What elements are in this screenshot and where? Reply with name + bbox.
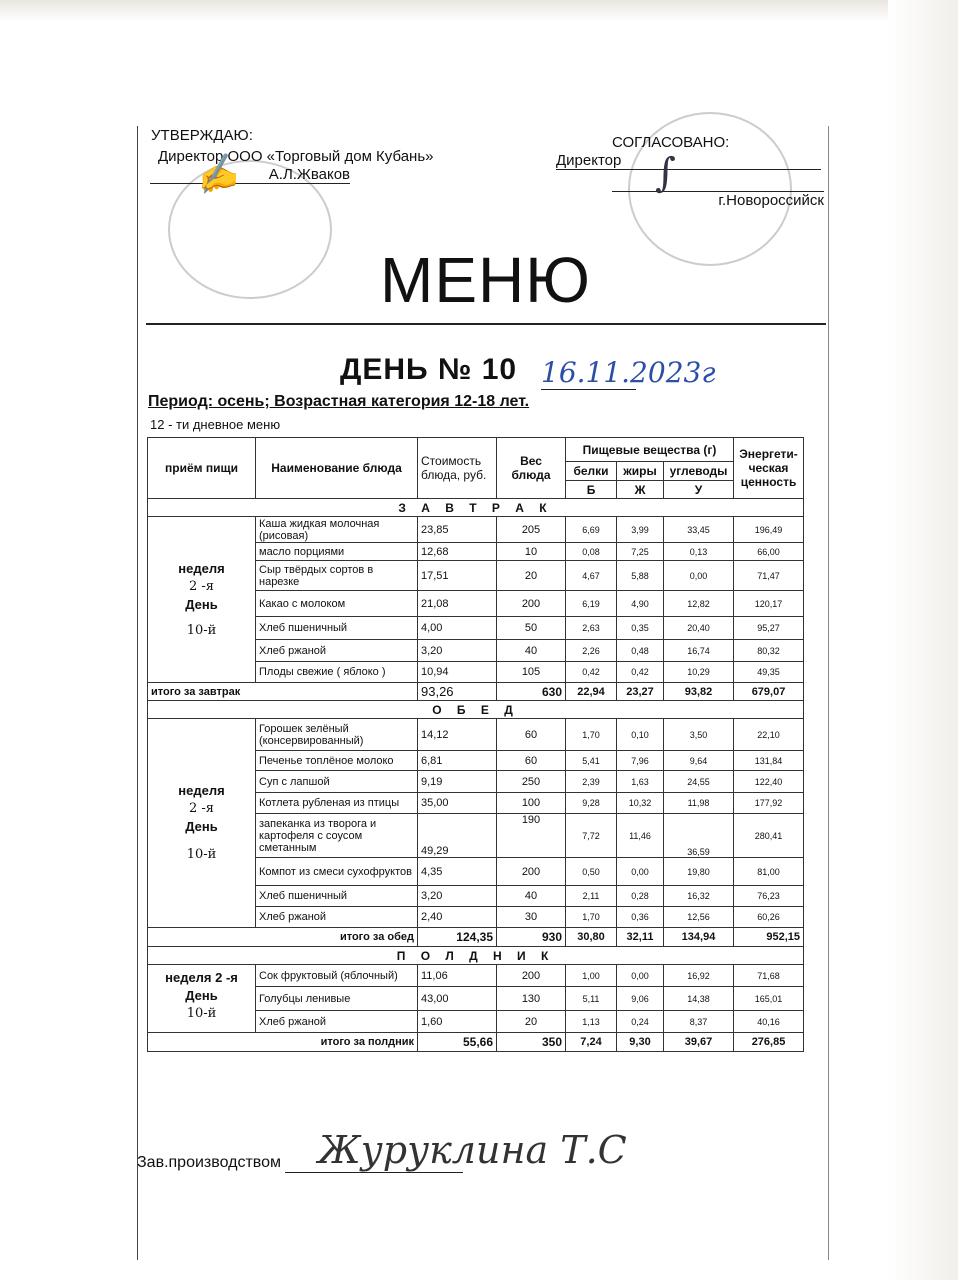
dish-protein: 5,41 <box>566 751 617 771</box>
dish-weight: 20 <box>497 561 566 591</box>
dish-name: Хлеб ржаной <box>256 640 418 662</box>
dish-fat: 0,35 <box>617 617 664 640</box>
nutrients-header: Пищевые вещества (г) <box>566 438 734 462</box>
total-weight: 630 <box>497 683 566 701</box>
dish-protein: 7,72 <box>566 814 617 858</box>
week-inline: неделя 2 -я <box>165 970 238 985</box>
approve-director-line: Директор ООО «Торговый дом Кубань» <box>158 148 434 165</box>
dish-cost: 4,35 <box>418 858 497 886</box>
total-carbs: 93,82 <box>664 683 734 701</box>
dish-protein: 2,11 <box>566 886 617 907</box>
dish-energy: 95,27 <box>734 617 804 640</box>
dish-fat: 0,48 <box>617 640 664 662</box>
total-energy: 276,85 <box>734 1033 804 1052</box>
dish-cost: 11,06 <box>418 965 497 987</box>
dish-carbs: 24,55 <box>664 771 734 793</box>
dish-name: Голубцы ленивые <box>256 987 418 1011</box>
total-weight: 350 <box>497 1033 566 1052</box>
dish-header: Наименование блюда <box>256 438 418 499</box>
day-number-cell: 10-й <box>186 1006 217 1021</box>
dish-fat: 0,00 <box>617 858 664 886</box>
dish-fat: 4,90 <box>617 591 664 617</box>
dish-weight: 100 <box>497 793 566 814</box>
section-title: П О Л Д Н И К <box>148 947 804 965</box>
dish-cost: 21,08 <box>418 591 497 617</box>
dish-carbs: 16,32 <box>664 886 734 907</box>
dish-name: Хлеб ржаной <box>256 1011 418 1033</box>
footer-label: Зав.производством <box>137 1154 281 1171</box>
dish-protein: 0,42 <box>566 662 617 683</box>
zh-header: Ж <box>617 481 664 499</box>
dish-energy: 120,17 <box>734 591 804 617</box>
agree-director-line <box>556 152 821 170</box>
dish-name: Хлеб пшеничный <box>256 617 418 640</box>
section-title: З А В Т Р А К <box>148 499 804 517</box>
dish-energy: 71,47 <box>734 561 804 591</box>
dish-cost: 6,81 <box>418 751 497 771</box>
dish-cost: 12,68 <box>418 543 497 561</box>
dish-weight: 50 <box>497 617 566 640</box>
dish-name: Сок фруктовый (яблочный) <box>256 965 418 987</box>
director-signature: ✍ <box>190 150 242 200</box>
dish-protein: 9,28 <box>566 793 617 814</box>
dish-energy: 131,84 <box>734 751 804 771</box>
agree-city-line <box>612 191 824 209</box>
total-cost: 55,66 <box>418 1033 497 1052</box>
protein-header: белки <box>566 462 617 481</box>
week-cell <box>148 965 256 1033</box>
dish-carbs: 11,98 <box>664 793 734 814</box>
dish-carbs: 12,82 <box>664 591 734 617</box>
dish-protein: 4,67 <box>566 561 617 591</box>
dish-name: Каша жидкая молочная (рисовая) <box>256 517 418 543</box>
dish-protein: 5,11 <box>566 987 617 1011</box>
dish-weight: 10 <box>497 543 566 561</box>
day-word: День <box>185 988 218 1003</box>
fat-header: жиры <box>617 462 664 481</box>
dish-energy: 177,92 <box>734 793 804 814</box>
dish-weight: 200 <box>497 965 566 987</box>
footer-signature-line <box>285 1172 463 1173</box>
dish-name: Хлеб ржаной <box>256 907 418 928</box>
week-number: 2 -я <box>189 578 214 594</box>
dish-fat: 3,99 <box>617 517 664 543</box>
week-number: 2 -я <box>189 801 214 816</box>
period-line: Период: осень; Возрастная категория 12-18 лет. <box>148 393 530 410</box>
dish-weight: 200 <box>497 858 566 886</box>
dish-cost: 14,12 <box>418 719 497 751</box>
total-fat: 9,30 <box>617 1033 664 1052</box>
dish-fat: 0,10 <box>617 719 664 751</box>
dish-protein: 1,70 <box>566 719 617 751</box>
handwritten-date: 16.11.2023г <box>541 356 716 389</box>
dish-carbs: 8,37 <box>664 1011 734 1033</box>
dish-carbs: 10,29 <box>664 662 734 683</box>
dish-protein: 2,39 <box>566 771 617 793</box>
dish-weight: 105 <box>497 662 566 683</box>
dish-weight: 250 <box>497 771 566 793</box>
b-header: Б <box>566 481 617 499</box>
total-fat: 32,11 <box>617 928 664 947</box>
total-label: итого за завтрак <box>148 683 418 701</box>
dish-cost: 4,00 <box>418 617 497 640</box>
menu-cycle-note: 12 - ти дневное меню <box>150 417 281 432</box>
dish-weight: 200 <box>497 591 566 617</box>
dish-energy: 196,49 <box>734 517 804 543</box>
dish-name: Печенье топлёное молоко <box>256 751 418 771</box>
meal-header: приём пищи <box>148 438 256 499</box>
dish-fat: 7,96 <box>617 751 664 771</box>
weight-header: Вес блюда <box>497 438 566 499</box>
dish-protein: 6,19 <box>566 591 617 617</box>
total-protein: 22,94 <box>566 683 617 701</box>
day-number: ДЕНЬ № 10 <box>340 353 518 386</box>
week-cell <box>148 719 256 928</box>
approve-name: А.Л.Жваков <box>268 166 350 183</box>
total-protein: 7,24 <box>566 1033 617 1052</box>
dish-name: Какао с молоком <box>256 591 418 617</box>
dish-weight: 30 <box>497 907 566 928</box>
dish-carbs: 0,13 <box>664 543 734 561</box>
dish-fat: 9,06 <box>617 987 664 1011</box>
paper-edge-right <box>888 0 958 1280</box>
dish-fat: 11,46 <box>617 814 664 858</box>
dish-name: Сыр твёрдых сортов в нарезке <box>256 561 418 591</box>
dish-cost: 3,20 <box>418 886 497 907</box>
dish-name: масло порциями <box>256 543 418 561</box>
dish-cost: 10,94 <box>418 662 497 683</box>
dish-carbs: 3,50 <box>664 719 734 751</box>
dish-cost: 9,19 <box>418 771 497 793</box>
dish-fat: 0,28 <box>617 886 664 907</box>
agree-director: Директор <box>556 152 622 169</box>
dish-fat: 0,36 <box>617 907 664 928</box>
day-number-cell: 10-й <box>186 847 217 862</box>
dish-carbs: 12,56 <box>664 907 734 928</box>
dish-fat: 1,63 <box>617 771 664 793</box>
dish-weight: 20 <box>497 1011 566 1033</box>
dish-name: запеканка из творога и картофеля с соусом сметанным <box>256 814 418 858</box>
dish-name: Горошек зелёный (консервированный) <box>256 719 418 751</box>
dish-carbs: 20,40 <box>664 617 734 640</box>
dish-energy: 280,41 <box>734 814 804 858</box>
dish-energy: 49,35 <box>734 662 804 683</box>
title-divider <box>146 323 826 325</box>
agree-label: СОГЛАСОВАНО: <box>612 134 730 151</box>
dish-name: Суп с лапшой <box>256 771 418 793</box>
dish-carbs: 33,45 <box>664 517 734 543</box>
u-header: У <box>664 481 734 499</box>
dish-protein: 0,08 <box>566 543 617 561</box>
week-word: неделя <box>178 560 225 576</box>
dish-fat: 10,32 <box>617 793 664 814</box>
energy-header: Энергети-ческая ценность <box>734 438 804 499</box>
dish-weight: 60 <box>497 751 566 771</box>
day-word: День <box>185 596 218 612</box>
dish-cost: 2,40 <box>418 907 497 928</box>
dish-protein: 1,70 <box>566 907 617 928</box>
dish-energy: 165,01 <box>734 987 804 1011</box>
dish-weight: 40 <box>497 886 566 907</box>
dish-cost: 17,51 <box>418 561 497 591</box>
total-weight: 930 <box>497 928 566 947</box>
dish-weight: 60 <box>497 719 566 751</box>
dish-carbs: 0,00 <box>664 561 734 591</box>
approve-name-line <box>150 166 350 184</box>
dish-protein: 0,50 <box>566 858 617 886</box>
production-manager-signature: Журуклина Т.С <box>318 1128 627 1172</box>
dish-carbs: 16,74 <box>664 640 734 662</box>
dish-fat: 7,25 <box>617 543 664 561</box>
dish-name: Хлеб пшеничный <box>256 886 418 907</box>
dish-fat: 0,24 <box>617 1011 664 1033</box>
dish-cost: 3,20 <box>418 640 497 662</box>
cost-header: Стоимость блюда, руб. <box>418 438 497 499</box>
dish-weight: 130 <box>497 987 566 1011</box>
dish-energy: 81,00 <box>734 858 804 886</box>
agree-city: г.Новороссийск <box>718 192 824 209</box>
agree-signature: ∫ <box>655 150 676 196</box>
dish-fat: 5,88 <box>617 561 664 591</box>
dish-protein: 2,63 <box>566 617 617 640</box>
dish-energy: 60,26 <box>734 907 804 928</box>
total-cost: 124,35 <box>418 928 497 947</box>
dish-name: Компот из смеси сухофруктов <box>256 858 418 886</box>
dish-name: Плоды свежие ( яблоко ) <box>256 662 418 683</box>
section-title: О Б Е Д <box>148 701 804 719</box>
week-word: неделя <box>178 783 225 798</box>
menu-table <box>147 437 804 1052</box>
page-title: МЕНЮ <box>380 244 591 316</box>
dish-cost: 35,00 <box>418 793 497 814</box>
dish-energy: 80,32 <box>734 640 804 662</box>
dish-protein: 6,69 <box>566 517 617 543</box>
dish-protein: 1,13 <box>566 1011 617 1033</box>
day-number-cell: 10-й <box>186 622 217 638</box>
total-label: итого за полдник <box>148 1033 418 1052</box>
dish-weight: 40 <box>497 640 566 662</box>
total-cost: 93,26 <box>418 683 497 701</box>
dish-carbs: 16,92 <box>664 965 734 987</box>
dish-carbs: 19,80 <box>664 858 734 886</box>
dish-cost: 23,85 <box>418 517 497 543</box>
dish-cost: 43,00 <box>418 987 497 1011</box>
dish-name: Котлета рубленая из птицы <box>256 793 418 814</box>
total-carbs: 39,67 <box>664 1033 734 1052</box>
paper-edge-top <box>0 0 958 22</box>
week-cell <box>148 517 256 683</box>
dish-energy: 76,23 <box>734 886 804 907</box>
total-label: итого за обед <box>148 928 418 947</box>
dish-energy: 40,16 <box>734 1011 804 1033</box>
dish-protein: 2,26 <box>566 640 617 662</box>
dish-carbs: 9,64 <box>664 751 734 771</box>
dish-weight: 205 <box>497 517 566 543</box>
dish-energy: 22,10 <box>734 719 804 751</box>
dish-weight: 190 <box>497 814 566 858</box>
dish-carbs: 14,38 <box>664 987 734 1011</box>
carbs-header: углеводы <box>664 462 734 481</box>
dish-protein: 1,00 <box>566 965 617 987</box>
dish-cost: 49,29 <box>418 814 497 858</box>
dish-carbs: 36,59 <box>664 814 734 858</box>
dish-fat: 0,00 <box>617 965 664 987</box>
total-carbs: 134,94 <box>664 928 734 947</box>
total-energy: 679,07 <box>734 683 804 701</box>
total-energy: 952,15 <box>734 928 804 947</box>
total-fat: 23,27 <box>617 683 664 701</box>
day-word: День <box>185 819 218 834</box>
dish-cost: 1,60 <box>418 1011 497 1033</box>
total-protein: 30,80 <box>566 928 617 947</box>
dish-energy: 66,00 <box>734 543 804 561</box>
dish-energy: 71,68 <box>734 965 804 987</box>
dish-energy: 122,40 <box>734 771 804 793</box>
approve-label: УТВЕРЖДАЮ: <box>151 127 253 144</box>
dish-fat: 0,42 <box>617 662 664 683</box>
